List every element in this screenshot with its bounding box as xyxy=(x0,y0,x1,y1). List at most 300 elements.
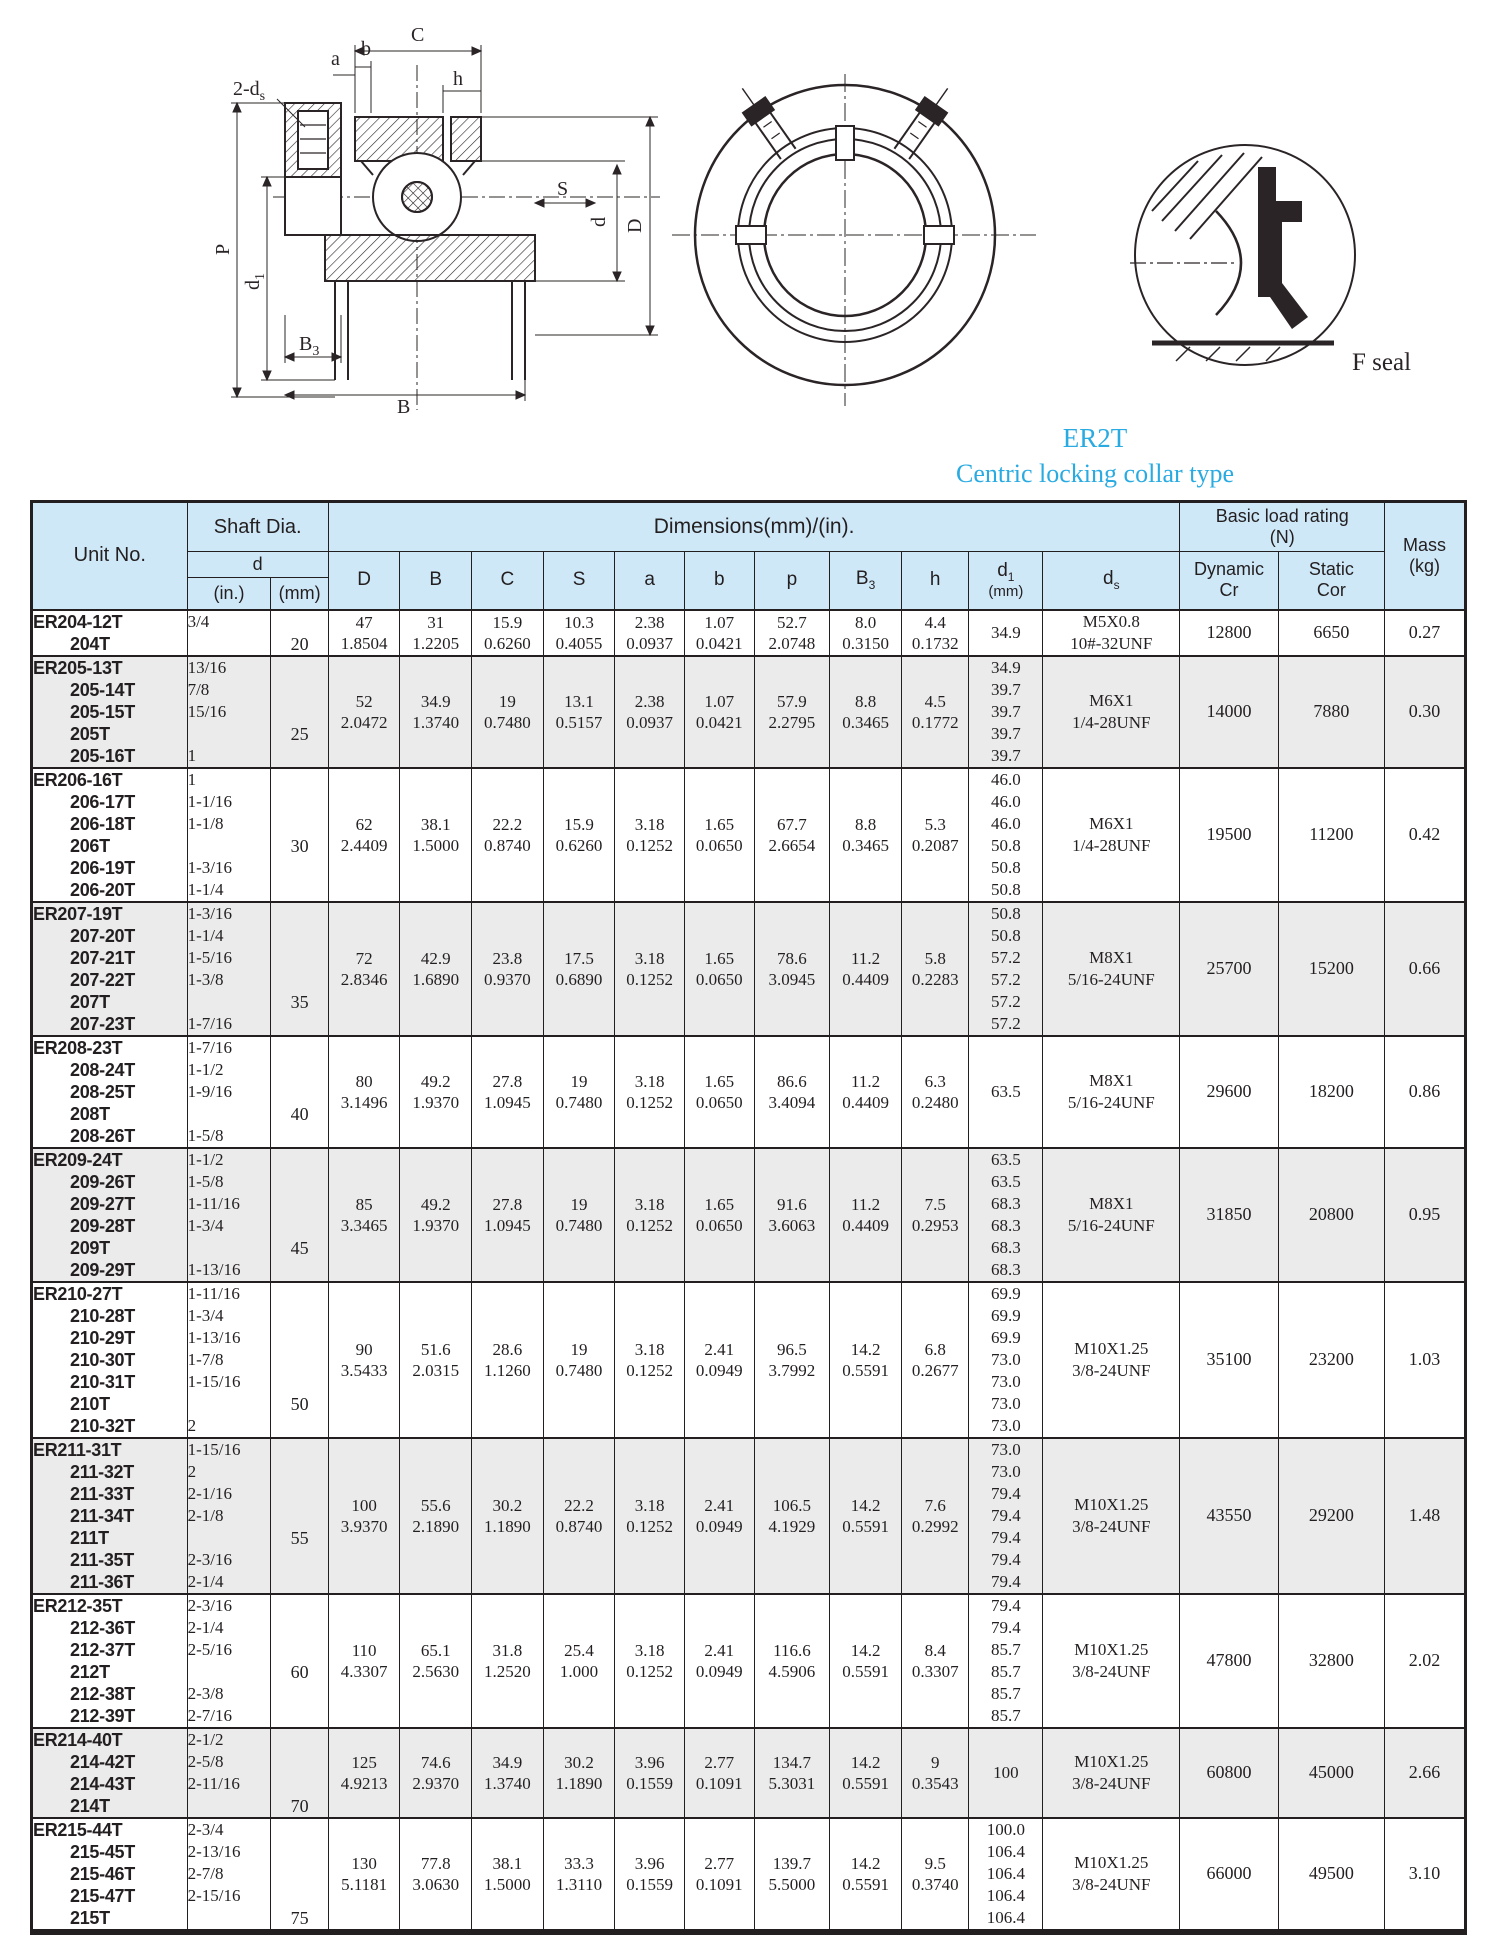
d1-value: 73.0 xyxy=(990,1371,1021,1391)
dim-value-mm: 27.8 xyxy=(492,1194,523,1214)
shaft-dia-mm: 75 xyxy=(290,1907,309,1928)
static-cor-cell: 20800 xyxy=(1278,1148,1384,1282)
dim-value-in: 0.0650 xyxy=(695,835,743,855)
dim-value-in: 2.5630 xyxy=(412,1661,460,1681)
d1-cell xyxy=(969,1728,1043,1818)
dim-value-mm: 67.7 xyxy=(777,814,807,834)
dim-p-cell xyxy=(754,1282,830,1438)
d1-value: 46.0 xyxy=(990,813,1021,833)
header-col-ds: $d_s$ xyxy=(1043,552,1180,610)
dim-value-in: 4.1929 xyxy=(768,1516,816,1536)
shaft-dia-in: 1-1/4 xyxy=(187,925,224,945)
dim-s-cell xyxy=(543,1438,615,1594)
table-row xyxy=(32,1036,1466,1148)
dim-value-in: 2.4409 xyxy=(340,835,388,855)
spacer xyxy=(271,1439,327,1527)
dim-value-in: 0.0650 xyxy=(695,1215,743,1235)
shaft-in-cell xyxy=(187,902,271,1036)
unit-no: 211-36T xyxy=(70,1571,134,1592)
dim-value-mm: 11.2 xyxy=(851,1071,881,1091)
dim-c-cell xyxy=(472,1594,544,1728)
dim-value-in: 0.6260 xyxy=(555,835,603,855)
d1-value: 63.5 xyxy=(990,1081,1021,1101)
d1-value: 63.5 xyxy=(990,1149,1021,1169)
d1-value: 79.4 xyxy=(990,1505,1021,1525)
set-screw-right xyxy=(890,80,959,162)
d1-value: 39.7 xyxy=(990,745,1021,765)
unit-no: ER207-19T xyxy=(33,903,123,924)
shaft-dia-mm: 40 xyxy=(290,1103,309,1124)
unit-no: ER214-40T xyxy=(33,1729,123,1750)
dim-value-mm: 8.4 xyxy=(924,1640,946,1660)
dim-value-mm: 77.8 xyxy=(420,1853,451,1873)
static-cor-cell: 11200 xyxy=(1278,768,1384,902)
dim-value-in: 1.9370 xyxy=(412,1215,460,1235)
shaft-dia-in: 2-5/16 xyxy=(187,1639,232,1659)
static-cor-cell: 45000 xyxy=(1278,1728,1384,1818)
ds-thread: 5/16-24UNF xyxy=(1067,1092,1155,1112)
shaft-in-cell xyxy=(187,1282,271,1438)
shaft-dia-in: 1-3/16 xyxy=(187,903,232,923)
shaft-dia-in: 1-7/8 xyxy=(187,1349,224,1369)
dim-value-mm: 28.6 xyxy=(492,1339,523,1359)
mass-cell: 0.42 xyxy=(1385,768,1466,902)
dynamic-cr-cell: 35100 xyxy=(1180,1282,1278,1438)
dim-value-in: 0.5157 xyxy=(555,712,603,732)
spec-table-body xyxy=(32,610,1466,1932)
dim-value-in: 0.5591 xyxy=(842,1661,889,1681)
dim-value-in: 0.3740 xyxy=(911,1874,959,1894)
dim-h-cell xyxy=(901,902,969,1036)
unit-no: 208-24T xyxy=(70,1059,135,1080)
dim-h-cell xyxy=(901,768,969,902)
dim-value-in: 0.1252 xyxy=(626,1092,674,1112)
header-mass: Mass (kg) xyxy=(1385,502,1466,610)
shaft-in-cell xyxy=(187,768,271,902)
d1-value: 68.3 xyxy=(990,1215,1021,1235)
shaft-dia-mm: 20 xyxy=(290,633,309,654)
spacer xyxy=(271,1149,327,1237)
dim-value-in: 5.1181 xyxy=(341,1874,388,1894)
d1-value: 46.0 xyxy=(990,769,1021,789)
dim-value-in: 1.2520 xyxy=(484,1661,531,1681)
dim-h-cell xyxy=(901,1148,969,1282)
dim-s-cell xyxy=(543,1594,615,1728)
dim-value-mm: 90 xyxy=(355,1339,373,1359)
ds-thread: M10X1.25 xyxy=(1074,1494,1149,1514)
dim-value-mm: 85 xyxy=(355,1194,373,1214)
shaft-dia-in: 2-5/8 xyxy=(187,1751,224,1771)
dim-h-cell xyxy=(901,656,969,768)
d1-value: 68.3 xyxy=(990,1237,1021,1257)
dim-d-cell xyxy=(328,1818,400,1932)
dim-value-in: 0.2677 xyxy=(911,1360,959,1380)
shaft-mm-cell xyxy=(271,768,328,902)
dim-c-cell xyxy=(472,1728,544,1818)
dim-a-cell xyxy=(615,1282,685,1438)
table-row xyxy=(32,610,1466,656)
dim-value-mm: 9.5 xyxy=(924,1853,946,1873)
dim-value-in: 0.0937 xyxy=(626,712,674,732)
front-centerlines xyxy=(672,74,1036,406)
dim-value-in: 2.8346 xyxy=(340,969,388,989)
dim-value-in: 3.1496 xyxy=(340,1092,388,1112)
shaft-dia-in: 1-5/16 xyxy=(187,947,232,967)
dim-value-in: 0.5591 xyxy=(842,1773,889,1793)
dynamic-cr-cell: 25700 xyxy=(1180,902,1278,1036)
header-col-C: C xyxy=(472,552,544,610)
dim-value-in: 2.0748 xyxy=(768,633,816,653)
ds-thread: 3/8-24UNF xyxy=(1072,1773,1151,1793)
dim-value-in: 4.3307 xyxy=(340,1661,388,1681)
dim-value-mm: 106.5 xyxy=(772,1495,812,1515)
ds-thread: 3/8-24UNF xyxy=(1072,1516,1151,1536)
dim-value-in: 1.6890 xyxy=(412,969,460,989)
header-static-cor: Static Cor xyxy=(1278,552,1384,610)
unit-no: ER204-12T xyxy=(33,611,123,632)
dim-b3-cell xyxy=(830,1594,902,1728)
dim-label-a: a xyxy=(331,48,340,70)
d1-value: 39.7 xyxy=(990,679,1021,699)
dim-b3-cell xyxy=(830,656,902,768)
d1-cell xyxy=(969,768,1043,902)
dim-c-cell xyxy=(472,1036,544,1148)
dim-value-mm: 1.07 xyxy=(704,691,735,711)
ds-thread: 10#-32UNF xyxy=(1070,633,1153,653)
dim-b3-cell xyxy=(830,1282,902,1438)
dim-value-mm: 14.2 xyxy=(850,1853,881,1873)
shaft-dia-in: 2-7/16 xyxy=(187,1705,232,1725)
shaft-dia-in: 1-11/16 xyxy=(187,1193,240,1213)
dim-value-mm: 7.5 xyxy=(924,1194,946,1214)
static-cor-cell: 6650 xyxy=(1278,610,1384,656)
d1-value: 57.2 xyxy=(990,1013,1021,1033)
shaft-dia-mm: 60 xyxy=(290,1661,309,1682)
dim-b-cell xyxy=(684,656,754,768)
shaft-dia-in: 1-1/4 xyxy=(187,879,224,899)
shaft-dia-in: 2-11/16 xyxy=(187,1773,240,1793)
dim-h-cell xyxy=(901,1438,969,1594)
dim-value-in: 0.1252 xyxy=(626,1215,674,1235)
dim-value-in: 2.6654 xyxy=(768,835,816,855)
shaft-in-cell xyxy=(187,1594,271,1728)
dim-value-in: 0.9370 xyxy=(484,969,531,989)
dim-value-in: 1.3110 xyxy=(555,1874,603,1894)
ds-thread: M10X1.25 xyxy=(1074,1751,1149,1771)
ds-thread: M5X0.8 xyxy=(1082,611,1140,631)
shaft-dia-in: 2-7/8 xyxy=(187,1863,224,1883)
dim-value-mm: 27.8 xyxy=(492,1071,523,1091)
dim-value-mm: 19 xyxy=(570,1339,588,1359)
d1-value: 50.8 xyxy=(990,857,1021,877)
seal-detail-drawing xyxy=(1120,115,1480,405)
dim-p-cell xyxy=(754,1036,830,1148)
dim-value-mm: 51.6 xyxy=(420,1339,451,1359)
dim-value-in: 0.1252 xyxy=(626,1360,674,1380)
dim-value-mm: 7.6 xyxy=(924,1495,946,1515)
spacer xyxy=(271,657,327,723)
unit-no-cell xyxy=(32,1818,188,1932)
dim-value-mm: 19 xyxy=(570,1071,588,1091)
shaft-in-cell xyxy=(187,1438,271,1594)
dim-value-mm: 2.38 xyxy=(634,612,665,632)
dim-b-cell xyxy=(684,1438,754,1594)
dim-p-cell xyxy=(754,610,830,656)
dim-value-mm: 8.0 xyxy=(854,612,877,632)
dim-value-mm: 1.65 xyxy=(704,814,735,834)
dim-value-mm: 52 xyxy=(355,691,373,711)
locking-collar-section xyxy=(285,103,341,177)
d1-value: 50.8 xyxy=(990,835,1021,855)
dim-label-d: d xyxy=(588,217,610,227)
shaft-mm-cell xyxy=(271,902,328,1036)
dim-value-in: 0.7480 xyxy=(484,712,531,732)
header-col-B: B xyxy=(400,552,472,610)
d1-cell xyxy=(969,1438,1043,1594)
unit-no: 210-29T xyxy=(70,1327,135,1348)
unit-no-cell xyxy=(32,656,188,768)
dim-value-in: 3.7992 xyxy=(768,1360,816,1380)
dim-value-mm: 3.18 xyxy=(634,1640,665,1660)
shaft-dia-in xyxy=(188,1103,271,1125)
dim-value-mm: 91.6 xyxy=(777,1194,807,1214)
shaft-dia-in: 2-3/8 xyxy=(187,1683,224,1703)
shaft-sleeve xyxy=(335,281,525,380)
dynamic-cr-cell: 43550 xyxy=(1180,1438,1278,1594)
shaft-mm-cell xyxy=(271,1036,328,1148)
shaft-dia-in xyxy=(188,835,271,857)
dim-b-cell xyxy=(400,1728,472,1818)
d1-cell xyxy=(969,1036,1043,1148)
static-cor-cell: 18200 xyxy=(1278,1036,1384,1148)
dim-value-mm: 14.2 xyxy=(850,1495,881,1515)
static-cor-cell: 15200 xyxy=(1278,902,1384,1036)
dim-s-cell xyxy=(543,656,615,768)
d1-value: 85.7 xyxy=(990,1661,1021,1681)
dim-value-mm: 4.4 xyxy=(924,612,946,632)
shaft-mm-cell xyxy=(271,1438,328,1594)
d1-value: 34.9 xyxy=(990,657,1021,677)
table-row xyxy=(32,1728,1466,1818)
dim-value-mm: 15.9 xyxy=(492,612,523,632)
dim-p-cell xyxy=(754,1728,830,1818)
bearing-ball xyxy=(373,153,461,241)
unit-no: 211-32T xyxy=(70,1461,134,1482)
dim-value-mm: 22.2 xyxy=(492,814,523,834)
dim-value-in: 0.4055 xyxy=(555,633,603,653)
dim-value-in: 0.4409 xyxy=(842,1215,889,1235)
table-row xyxy=(32,1148,1466,1282)
dim-value-mm: 1.65 xyxy=(704,1071,735,1091)
dim-value-mm: 22.2 xyxy=(564,1495,594,1515)
dim-value-in: 4.9213 xyxy=(340,1773,388,1793)
shaft-dia-in: 1-3/8 xyxy=(187,969,224,989)
unit-no-cell xyxy=(32,1148,188,1282)
dim-value-mm: 25.4 xyxy=(564,1640,594,1660)
dim-value-in: 0.0949 xyxy=(695,1516,743,1536)
dim-p-cell xyxy=(754,656,830,768)
dim-value-in: 0.8740 xyxy=(484,835,531,855)
dim-value-in: 1.1890 xyxy=(555,1773,603,1793)
dim-value-in: 0.7480 xyxy=(555,1092,603,1112)
dim-value-mm: 74.6 xyxy=(420,1752,451,1772)
dim-value-mm: 65.1 xyxy=(420,1640,451,1660)
dim-value-in: 0.4409 xyxy=(842,1092,889,1112)
shaft-dia-in: 1-11/16 xyxy=(187,1283,240,1303)
dim-value-mm: 100 xyxy=(351,1495,377,1515)
dim-value-in: 0.0421 xyxy=(695,633,743,653)
ds-thread: 1/4-28UNF xyxy=(1072,712,1151,732)
dim-value-in: 0.1252 xyxy=(626,1516,674,1536)
dim-b-cell xyxy=(400,1594,472,1728)
shaft-mm-cell xyxy=(271,1728,328,1818)
shaft-in-cell xyxy=(187,1818,271,1932)
unit-no: 205-15T xyxy=(70,701,135,722)
unit-no: 208-26T xyxy=(70,1125,135,1146)
d1-value: 73.0 xyxy=(990,1393,1021,1413)
dim-value-mm: 9 xyxy=(930,1752,940,1772)
dim-value-mm: 3.18 xyxy=(634,1194,665,1214)
dim-value-mm: 3.18 xyxy=(634,814,665,834)
mass-cell: 2.66 xyxy=(1385,1728,1466,1818)
unit-no: 205-14T xyxy=(70,679,135,700)
unit-no: 214-42T xyxy=(70,1751,135,1772)
unit-no: 210-31T xyxy=(70,1371,135,1392)
dim-a-cell xyxy=(615,610,685,656)
unit-no-cell xyxy=(32,1282,188,1438)
shaft-dia-in: 15/16 xyxy=(187,701,227,721)
dim-a-cell xyxy=(615,902,685,1036)
unit-no: 208-25T xyxy=(70,1081,135,1102)
dim-c-cell xyxy=(472,610,544,656)
ds-thread: M10X1.25 xyxy=(1074,1338,1149,1358)
dim-value-in: 0.0949 xyxy=(695,1661,743,1681)
dim-value-mm: 42.9 xyxy=(420,948,451,968)
d1-value: 39.7 xyxy=(990,723,1021,743)
dim-s-cell xyxy=(543,1282,615,1438)
dim-b-cell xyxy=(684,902,754,1036)
spacer xyxy=(271,903,327,991)
header-dynamic-cr: Dynamic Cr xyxy=(1180,552,1278,610)
dim-c-cell xyxy=(472,1438,544,1594)
ds-cell xyxy=(1043,610,1180,656)
dim-value-in: 0.0949 xyxy=(695,1360,743,1380)
unit-no: ER205-13T xyxy=(33,657,123,678)
dim-d-cell xyxy=(328,768,400,902)
shaft-mm-cell xyxy=(271,1818,328,1932)
dim-s-cell xyxy=(543,768,615,902)
shaft-dia-in xyxy=(188,1527,271,1549)
dim-value-in: 0.1091 xyxy=(695,1874,743,1894)
shaft-dia-in: 2-1/8 xyxy=(187,1505,224,1525)
unit-no: 210-30T xyxy=(70,1349,135,1370)
spacer xyxy=(271,1595,327,1661)
dim-value-in: 3.9370 xyxy=(340,1516,388,1536)
shaft-dia-in: 1-9/16 xyxy=(187,1081,232,1101)
dim-value-in: 3.5433 xyxy=(340,1360,388,1380)
shaft-dia-in: 2-15/16 xyxy=(187,1885,241,1905)
dim-p-cell xyxy=(754,1594,830,1728)
unit-no: 207-21T xyxy=(70,947,135,968)
unit-no: 204T xyxy=(70,633,110,654)
dim-value-mm: 4.5 xyxy=(924,691,946,711)
dim-b-cell xyxy=(684,768,754,902)
dynamic-cr-cell: 12800 xyxy=(1180,610,1278,656)
d1-value: 79.4 xyxy=(990,1483,1021,1503)
dim-value-in: 1.3740 xyxy=(484,1773,531,1793)
dim-d-cell xyxy=(328,1148,400,1282)
shaft-dia-in xyxy=(188,1795,271,1817)
d1-value: 57.2 xyxy=(990,947,1021,967)
dim-value-mm: 34.9 xyxy=(492,1752,523,1772)
unit-no: 205T xyxy=(70,723,110,744)
dim-b3-cell xyxy=(830,1818,902,1932)
unit-no: ER215-44T xyxy=(33,1819,123,1840)
dim-value-in: 1.3740 xyxy=(412,712,460,732)
shaft-in-cell xyxy=(187,1728,271,1818)
dim-b-cell xyxy=(684,1036,754,1148)
ds-thread: 3/8-24UNF xyxy=(1072,1661,1151,1681)
dim-value-mm: 6.3 xyxy=(924,1071,946,1091)
dim-value-in: 0.3543 xyxy=(911,1773,959,1793)
unit-no: 211T xyxy=(70,1527,109,1548)
dim-label-b3: $B_3$ xyxy=(299,333,320,359)
d1-value: 79.4 xyxy=(990,1617,1021,1637)
d1-cell xyxy=(969,610,1043,656)
mass-cell: 2.02 xyxy=(1385,1594,1466,1728)
dim-value-in: 0.7480 xyxy=(555,1215,603,1235)
spacer xyxy=(271,1729,327,1795)
shaft-dia-in: 1 xyxy=(187,745,197,765)
series-subtitle: Centric locking collar type xyxy=(956,459,1234,488)
dim-value-in: 3.3465 xyxy=(340,1215,388,1235)
shaft-dia-mm: 70 xyxy=(290,1795,309,1816)
header-col-p: p xyxy=(754,552,830,610)
dim-b3-cell xyxy=(830,1036,902,1148)
unit-no: 212-39T xyxy=(70,1705,135,1726)
d1-value: 85.7 xyxy=(990,1639,1021,1659)
dim-value-in: 0.6260 xyxy=(484,633,531,653)
ds-thread: M8X1 xyxy=(1089,947,1134,967)
dim-value-in: 3.0945 xyxy=(768,969,816,989)
dim-value-mm: 3.18 xyxy=(634,948,665,968)
shaft-dia-in xyxy=(188,633,271,655)
dim-a-cell xyxy=(615,1148,685,1282)
ds-cell xyxy=(1043,656,1180,768)
dim-b-cell xyxy=(400,1282,472,1438)
dim-value-mm: 49.2 xyxy=(420,1071,451,1091)
header-shaft-dia: Shaft Dia. xyxy=(187,502,328,552)
d1-value: 100 xyxy=(993,1762,1019,1782)
mass-cell: 0.86 xyxy=(1385,1036,1466,1148)
dim-value-in: 1.1260 xyxy=(484,1360,531,1380)
dim-value-mm: 11.2 xyxy=(851,1194,881,1214)
d1-value: 73.0 xyxy=(990,1415,1021,1435)
dim-value-in: 0.5591 xyxy=(842,1360,889,1380)
dynamic-cr-cell: 14000 xyxy=(1180,656,1278,768)
dim-c-cell xyxy=(472,902,544,1036)
dim-value-mm: 14.2 xyxy=(850,1339,881,1359)
dim-value-mm: 1.65 xyxy=(704,1194,735,1214)
dim-b-cell xyxy=(684,1818,754,1932)
unit-no: ER206-16T xyxy=(33,769,123,790)
unit-no: 214T xyxy=(70,1795,110,1816)
d1-value: 79.4 xyxy=(990,1571,1021,1591)
ds-thread: 5/16-24UNF xyxy=(1067,969,1155,989)
unit-no: 209-27T xyxy=(70,1193,135,1214)
d1-value: 57.2 xyxy=(990,969,1021,989)
unit-no: 215-45T xyxy=(70,1841,135,1862)
